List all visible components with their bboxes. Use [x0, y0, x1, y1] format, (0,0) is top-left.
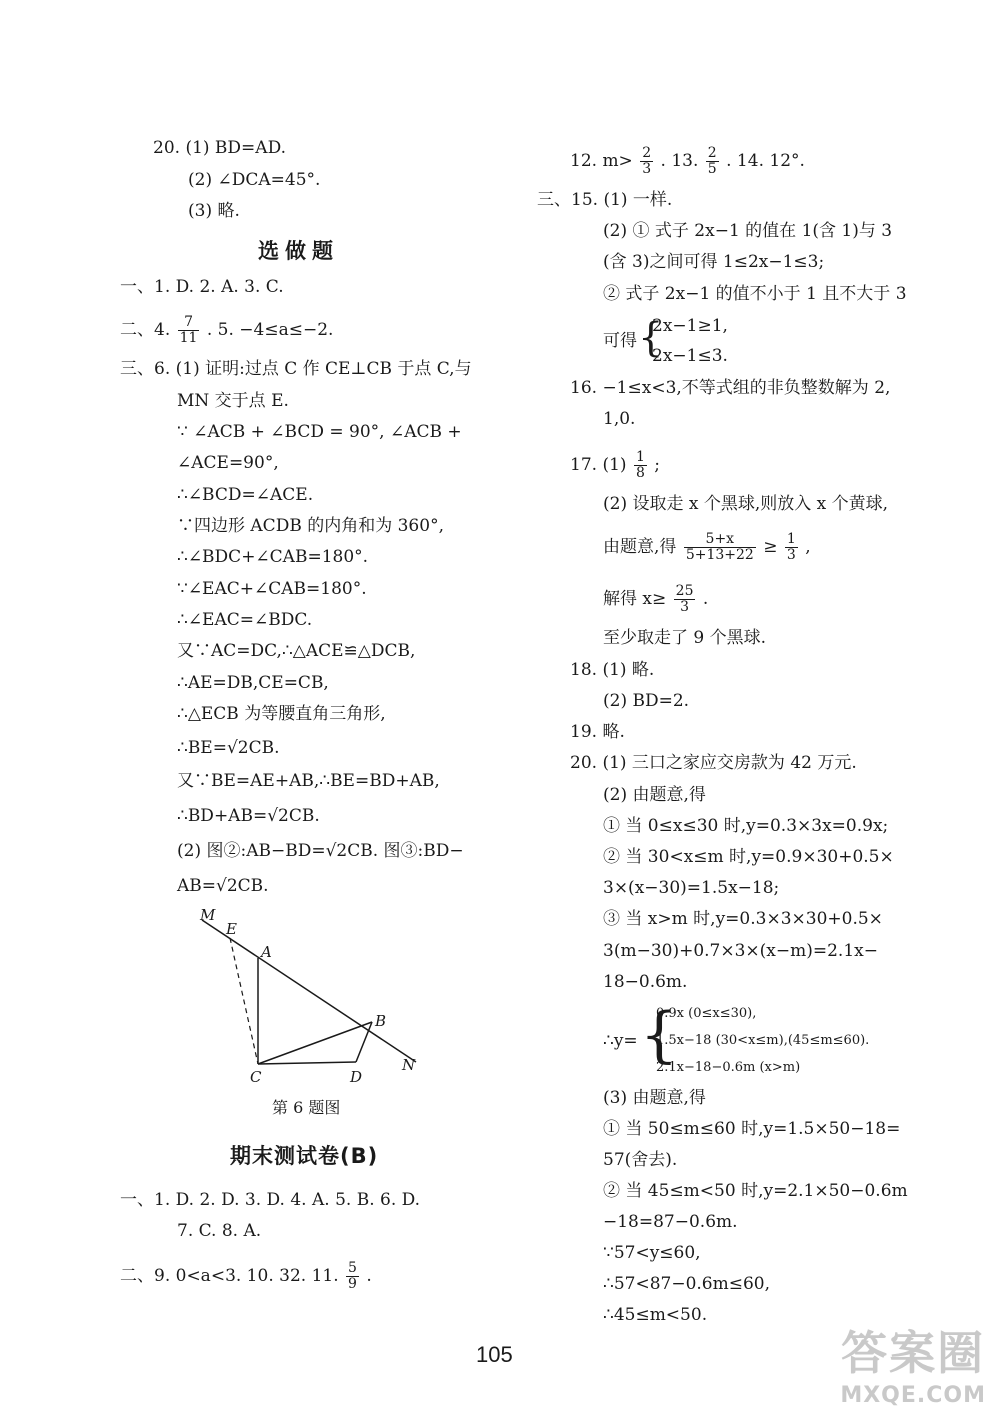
answer-line: ∴57<87−0.6m≤60, [603, 1274, 771, 1294]
segment-cb [258, 1022, 372, 1064]
answer-line: (2) ① 式子 2x−1 的值在 1(含 1)与 3 [603, 221, 893, 241]
answer-line: 20. (1) 三口之家应交房款为 42 万元. [570, 753, 857, 773]
answer-line: 至少取走了 9 个黑球. [603, 628, 767, 648]
line-mn [202, 920, 416, 1062]
fraction: $\frac{5+x}{5+13+22}$ [685, 531, 754, 563]
label-a: A [261, 943, 272, 961]
piecewise-case: 0.9x (0≤x≤30), [656, 1006, 757, 1021]
fraction: $\frac{1}{3}$ [786, 531, 796, 563]
answer-line [570, 450, 660, 481]
answer-line [120, 315, 333, 346]
geometry-figure [190, 900, 430, 1090]
answer-text: . 5. −4≤a≤−2. [206, 320, 334, 340]
system-line: 2x−1≤3. [652, 346, 728, 366]
answer-line: (3) 由题意,得 [603, 1088, 706, 1108]
answer-text: . 14. 12°. [726, 151, 805, 171]
watermark-logo: 答案圈 [841, 1326, 986, 1380]
answer-line: ∵57<y≤60, [603, 1243, 701, 1263]
fraction: $\frac{25}{3}$ [675, 583, 694, 615]
watermark-url: MXQE.COM [840, 1383, 986, 1408]
answer-line: (2) BD=2. [603, 691, 690, 711]
answer-text: 二、4. [120, 320, 171, 340]
section-heading-optional: 选做题 [258, 239, 339, 263]
proof-line: ∴BE=√2CB. [177, 738, 280, 758]
proof-line: ∵四边形 ACDB 的内角和为 360°, [177, 516, 444, 536]
answer-line: (2) 由题意,得 [603, 785, 706, 805]
piecewise-case: 2.1x−18−0.6m (x>m) [656, 1060, 801, 1075]
proof-line: ∠ACE=90°, [177, 453, 279, 473]
fraction: $\frac{1}{8}$ [635, 449, 645, 481]
answer-line: (2) 设取走 x 个黑球,则放入 x 个黄球, [603, 494, 889, 514]
answer-line [603, 532, 811, 563]
proof-line: ∴BD+AB=√2CB. [177, 806, 320, 826]
figure-caption: 第 6 题图 [272, 1098, 341, 1117]
answer-line: 3×(x−30)=1.5x−18; [603, 878, 780, 898]
label-b: B [375, 1012, 387, 1030]
proof-line: ∴△ECB 为等腰直角三角形, [177, 704, 386, 724]
answer-text: 解得 x≥ [603, 589, 667, 609]
proof-line: MN 交于点 E. [177, 391, 289, 411]
proof-line: ∴∠BDC+∠CAB=180°. [177, 547, 369, 567]
label-n: N [402, 1056, 416, 1074]
answer-text: 二、9. 0<a<3. 10. 32. 11. [120, 1266, 339, 1286]
fraction: $\frac{2}{5}$ [707, 145, 717, 177]
answer-line: ∴45≤m<50. [603, 1305, 708, 1325]
answer-line: 三、15. (1) 一样. [537, 190, 673, 210]
answer-text: . [366, 1266, 372, 1286]
answer-line: 7. C. 8. A. [177, 1221, 262, 1241]
page-number: 105 [476, 1342, 513, 1367]
answer-line: 16. −1≤x<3,不等式组的非负整数解为 2, [570, 378, 891, 398]
answer-text: , [805, 537, 811, 557]
fraction: $\frac{2}{3}$ [642, 145, 652, 177]
proof-line: 又∵AC=DC,∴△ACE≌△DCB, [177, 641, 416, 661]
label-d: D [350, 1068, 363, 1086]
answer-line: 18−0.6m. [603, 972, 688, 992]
answer-line: 一、1. D. 2. A. 3. C. [120, 277, 284, 297]
system-brace: { [638, 315, 664, 361]
segment-ce [230, 938, 258, 1064]
label-c: C [250, 1068, 262, 1086]
answer-text: . 13. [660, 151, 699, 171]
answer-line: ∴y= [603, 1031, 638, 1051]
answer-20-part1: 20. (1) BD=AD. [153, 138, 286, 158]
proof-line: (2) 图②:AB−BD=√2CB. 图③:BD− [177, 841, 464, 861]
answer-line [120, 1261, 372, 1292]
segment-cd [258, 1062, 356, 1064]
answer-text: 17. (1) [570, 455, 627, 475]
answer-line: 3(m−30)+0.7×3×(x−m)=2.1x− [603, 941, 878, 961]
answer-line [603, 584, 708, 615]
answer-line: −18=87−0.6m. [603, 1212, 738, 1232]
answer-line: 一、1. D. 2. D. 3. D. 4. A. 5. B. 6. D. [120, 1190, 421, 1210]
proof-line: ∴∠EAC=∠BDC. [177, 610, 313, 630]
answer-line: 可得 [603, 331, 637, 351]
answer-text: 由题意,得 [603, 537, 677, 557]
proof-line: ∵ ∠ACB + ∠BCD = 90°, ∠ACB + [177, 422, 462, 442]
answer-line [570, 146, 805, 177]
answer-text: ; [654, 455, 660, 475]
proof-line: ∴AE=DB,CE=CB, [177, 673, 329, 693]
answer-line: ③ 当 x>m 时,y=0.3×3×30+0.5× [603, 909, 883, 929]
answer-text: 12. m> [570, 151, 633, 171]
answer-line: ① 当 0≤x≤30 时,y=0.3×3x=0.9x; [603, 816, 889, 836]
label-m: M [200, 906, 216, 924]
section-heading-final-test-b: 期末测试卷(B) [230, 1144, 379, 1168]
answer-text: . [702, 589, 709, 609]
answer-20-part2: (2) ∠DCA=45°. [188, 170, 321, 190]
system-line: 2x−1≥1, [652, 316, 728, 336]
piecewise-case: 1.5x−18 (30<x≤m),(45≤m≤60). [656, 1033, 870, 1048]
proof-line: ∴∠BCD=∠ACE. [177, 485, 314, 505]
answer-line: 1,0. [603, 409, 636, 429]
proof-line: 三、6. (1) 证明:过点 C 作 CE⊥CB 于点 C,与 [120, 359, 472, 379]
proof-line: 又∵BE=AE+AB,∴BE=BD+AB, [177, 771, 440, 791]
label-e: E [226, 920, 237, 938]
proof-line: AB=√2CB. [177, 876, 269, 896]
fraction: $\frac{5}{9}$ [348, 1260, 357, 1292]
answer-line: 18. (1) 略. [570, 660, 655, 680]
answer-line: 57(舍去). [603, 1150, 678, 1170]
watermark [840, 1317, 986, 1408]
answer-line: 19. 略. [570, 722, 625, 742]
answer-20-part3: (3) 略. [188, 201, 240, 221]
answer-line: ② 当 30<x≤m 时,y=0.9×30+0.5× [603, 847, 894, 867]
answer-line: ② 当 45≤m<50 时,y=2.1×50−0.6m [603, 1181, 908, 1201]
answer-line: ② 式子 2x−1 的值不小于 1 且不大于 3 [603, 284, 907, 304]
fraction: $\frac{7}{11}$ [179, 314, 198, 346]
answer-line: (含 3)之间可得 1≤2x−1≤3; [603, 252, 825, 272]
piecewise-brace: { [640, 1000, 679, 1070]
proof-line: ∵∠EAC+∠CAB=180°. [177, 579, 367, 599]
answer-line: ① 当 50≤m≤60 时,y=1.5×50−18= [603, 1119, 901, 1139]
answer-text: ≥ [763, 537, 778, 557]
